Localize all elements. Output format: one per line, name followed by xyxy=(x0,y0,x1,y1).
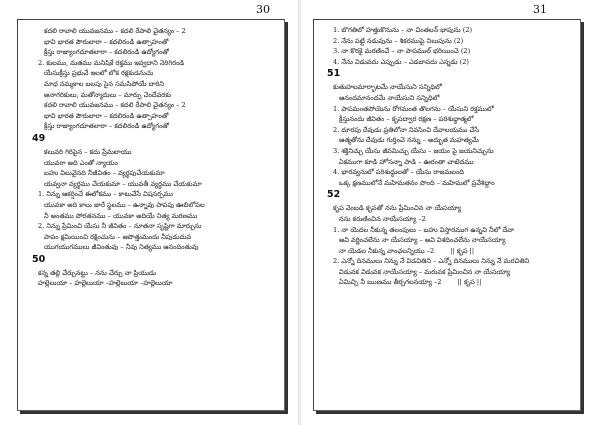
song-lines xyxy=(327,82,574,188)
lyric-line: 2. నేను పట్టి నడుపును – శికరముపై నిలుపును (2) xyxy=(333,36,464,45)
lyric-line: అవి వర్ణించలేను నా యేసయ్యా – అవి విశదించలేను నాయేసయ్యా xyxy=(339,236,506,245)
lyric-line: ఏకముగా కూడి హోసన్నా పాడి – ఊరంతా చాటెదము xyxy=(339,157,474,166)
lyric-line: కలువరి గిరిపైన – కదు ప్రేమలాయు xyxy=(44,147,132,156)
page-frame xyxy=(17,19,285,411)
line-text: నా యెడల నీకున్న వాంఛలన్నియు –2 xyxy=(339,246,435,255)
song-number-heading: 50 xyxy=(32,253,46,265)
lyric-line: విడువక విడువక నాయేసయ్యా – మరువక ప్రేమించిన నా యేసయ్యా xyxy=(339,267,511,276)
lyric-line: 2. కులము, మతము మనిషికే రక్తము ఇవ్వదాని నెరిగిరండి xyxy=(38,58,185,67)
lyric-line: కృప వెంబడి కృపతో నను ప్రేమించిన నా యేసయ్యా xyxy=(333,204,462,213)
lyric-line: అనాగరికులు, మతోన్మాదులు – మార్పు చెందేవరకు xyxy=(44,90,171,99)
lyric-line: క్రీస్తు రాజ్యాంగదూతలారా – కదలిరండి ఉద్యోగంతో xyxy=(44,122,169,131)
lyric-line: ఆత్మతోను దేవుడు గుర్తించె నన్ను – అద్భుత మహత్యమే xyxy=(339,136,479,145)
song-lines xyxy=(327,25,574,67)
lyric-line: యవ్వనా వ్యర్థము చేయకుమా – యువతీ వ్యర్థము చేయకుమా xyxy=(44,179,202,188)
refrain-marker: || కృప || xyxy=(450,246,475,255)
page-content xyxy=(327,25,574,288)
song-number-heading: 52 xyxy=(327,189,341,201)
lyric-line: కదలి రావాలి యువజనము – కదలి రేపాలి చైతన్యం – 2 xyxy=(44,27,186,35)
lyric-line: యువకా అది కాలు జారే స్థలము – ఉన్నావు పాపపు ఊబిలోపల xyxy=(44,200,205,209)
page-frame xyxy=(313,19,581,411)
lyric-line: 1. నిన్ను ఆకర్షించే ఈలోకము – కాటువేసే విషసర్పము xyxy=(38,190,173,199)
song-lines xyxy=(32,268,278,289)
song-lines xyxy=(32,147,278,253)
song-lines xyxy=(327,203,574,245)
lyric-line: యువరా అది ఎంతో న్యాయం xyxy=(44,158,119,167)
lyric-line: భావి భారత పౌరులారా – కదలిరండి ఉత్సాహంతో xyxy=(44,37,169,46)
lyric-line: నీ అంతము పోరతనము – యువకా అదియే నిత్య మరణము xyxy=(44,211,198,220)
lyric-line: 4. భారవ్వనులో పరిశుద్ధులతో – యేసు రాజమలంది xyxy=(333,168,464,177)
lyric-line: నను కరుణించిన నాయేసయ్యా –2 xyxy=(339,214,426,223)
lyric-line: 2. ఎన్నో దినములు నిన్ను నే విడచితిని – ఎన్నో దినములు నిన్ను నే మరచితిని xyxy=(333,257,530,266)
lyric-line: భావి భారత పౌరులారా – కదలిరండి ఉత్సాహంతో xyxy=(44,111,169,120)
right-page xyxy=(301,0,600,425)
refrain-marker: || కృప || xyxy=(457,278,482,287)
left-page xyxy=(0,0,299,425)
song-lines xyxy=(327,256,574,277)
song-number-heading: 49 xyxy=(32,132,46,144)
lyric-line: క్రీస్తునందు జీవితం – కృపద్వార రక్షణ – పరిశుద్ధాత్మలో xyxy=(339,115,474,124)
lyric-line: 1. పాపమంతపోయెను రోగమంత తొలగను – యేసుని రక్తములో xyxy=(333,104,494,113)
lyric-line: 2. దూరపు దేవుడు ప్రతిలోనా నివసించి దేవాలయము చేసే xyxy=(333,125,479,134)
lyric-line: కుతుహలమార్భాటమే నాయేసుని సన్నిధిలో xyxy=(333,83,442,92)
lyric-line: బహు విలువైనది నీజీవితం – వ్యర్థపుచేయకుమా xyxy=(44,169,165,178)
lyric-line: 1. నా యెదల నీకున్న తలంపులు – బహు విస్తారముగ ఉన్నవి నీలో దేవా xyxy=(333,225,515,234)
lyric-line: యేసుక్రీస్తు ప్రభువే ఇలలో లోక రక్షకుడనుచు xyxy=(44,69,154,78)
lyric-line: కదలి రావాలి యువజనము – కదలి రేపాలి చైతన్యం – 2 xyxy=(44,101,186,110)
refrain-line xyxy=(327,277,574,288)
lyric-line: హల్లెలుయా – హల్లెలుయా –హల్లెలుయా –హల్లెలుయా xyxy=(38,279,173,288)
page-number: 30 xyxy=(256,3,270,16)
lyric-line: 2. నిన్ను ప్రేమించి యేసు నీ జీవితం – నూతనా సృష్టిగా మార్చును xyxy=(38,222,202,231)
lyric-line: 3. శక్తినిచ్చు యేసు జీవమిచ్చు యేసు – జయం పై జయనిచ్చును xyxy=(333,146,494,155)
lyric-line: క్రీస్తు రాజ్యాంగదూతలారా – కదలిరండి ఉద్యోగంతో xyxy=(44,48,169,57)
lyric-line: పాపం క్షమియించి రక్షించును – ఆపొత్తుమందు నీపుడుదువ xyxy=(44,232,192,241)
lyric-line: ఆనందమానందమే నాయేసుని సన్నిధిలో xyxy=(339,93,440,102)
lyric-line: 4. నేను విడువదు ఎప్పుడు – ఎడబాపదు ఎన్నడు (2) xyxy=(333,57,469,66)
lyric-line: యుగయుగములు జీవింతువు – నీవు నిత్యము ఆనందింతువు xyxy=(44,243,199,252)
lyric-line: కన్న తల్లి చేర్చునట్టు – నను చేర్చు నా ప్రియుడు xyxy=(38,268,157,277)
page-content xyxy=(32,26,278,289)
lyric-line: 1. బొగతిలో హత్తుకొనును – నా చింతలన్ భాపును (2) xyxy=(333,26,473,34)
song-lines xyxy=(32,26,278,132)
lyric-line: మాధ నమ్మకాల బలపు సైన సమసిపోయే దారిని xyxy=(44,79,165,88)
lyric-line: ఒక్క క్షణములోనే మహిమతనం పొంది – మహిమలో ప్రవేశిద్దాం xyxy=(339,178,495,187)
lyric-line: 3. నా కొరకై మరణించే – నా పాపముల్ భరియించె (2) xyxy=(333,47,471,56)
page-number: 31 xyxy=(533,3,547,16)
line-text: ఏమిచ్చి నీ ఋణము తీర్చగలనయ్యా –2 xyxy=(339,278,442,287)
refrain-line xyxy=(327,246,574,257)
song-number-heading: 51 xyxy=(327,68,341,80)
